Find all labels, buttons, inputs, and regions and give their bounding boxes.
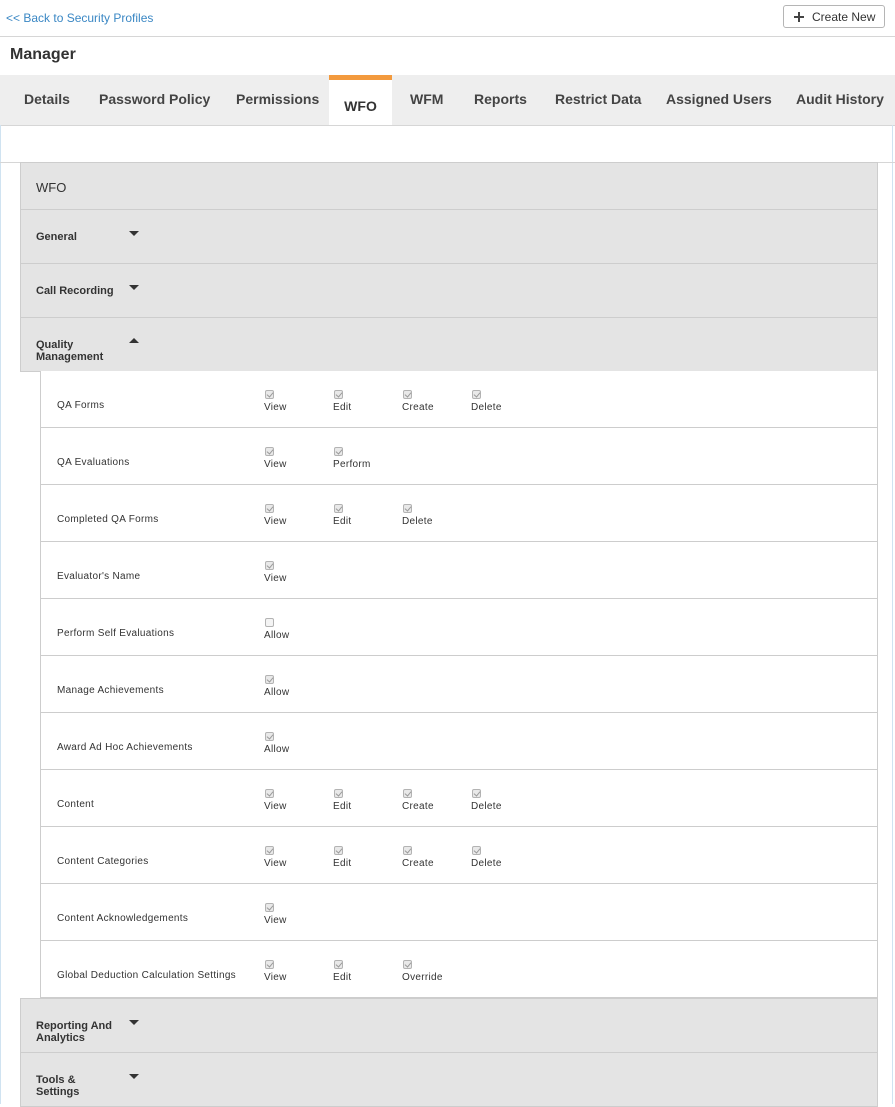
option-label: View bbox=[264, 459, 287, 470]
permission-label: Content Categories bbox=[57, 856, 149, 867]
create-new-label: Create New bbox=[812, 9, 876, 24]
option-label: Create bbox=[402, 858, 434, 869]
perform-checkbox[interactable] bbox=[334, 447, 343, 456]
wfo-panel-header bbox=[20, 162, 878, 210]
allow-checkbox[interactable] bbox=[265, 675, 274, 684]
option-label: View bbox=[264, 858, 287, 869]
permission-label: Global Deduction Calculation Settings bbox=[57, 970, 236, 981]
permission-row-qa-evaluations bbox=[41, 428, 877, 485]
option-label: Edit bbox=[333, 972, 352, 983]
allow-checkbox[interactable] bbox=[265, 732, 274, 741]
create-checkbox[interactable] bbox=[403, 846, 412, 855]
option-label: View bbox=[264, 801, 287, 812]
section-reporting-and-analytics[interactable] bbox=[20, 998, 878, 1053]
view-checkbox[interactable] bbox=[265, 561, 274, 570]
permission-label: Manage Achievements bbox=[57, 685, 164, 696]
edit-checkbox[interactable] bbox=[334, 390, 343, 399]
tab-wfm[interactable]: WFM bbox=[410, 91, 444, 107]
delete-checkbox[interactable] bbox=[472, 390, 481, 399]
tab-permissions[interactable]: Permissions bbox=[236, 91, 320, 107]
view-checkbox[interactable] bbox=[265, 903, 274, 912]
tab-bar bbox=[0, 75, 895, 125]
permission-row-evaluators-name bbox=[41, 542, 877, 599]
create-checkbox[interactable] bbox=[403, 789, 412, 798]
permission-label: Evaluator's Name bbox=[57, 571, 141, 582]
override-checkbox[interactable] bbox=[403, 960, 412, 969]
tab-reports[interactable]: Reports bbox=[474, 91, 527, 107]
permission-row-content bbox=[41, 770, 877, 827]
delete-checkbox[interactable] bbox=[472, 789, 481, 798]
permission-row-content-categories bbox=[41, 827, 877, 884]
permission-label: Content Acknowledgements bbox=[57, 913, 189, 924]
top-bar bbox=[0, 0, 895, 37]
option-label: Edit bbox=[333, 402, 352, 413]
option-label: Delete bbox=[471, 402, 502, 413]
section-general[interactable] bbox=[20, 209, 878, 264]
permission-row-award-ad-hoc-achievements bbox=[41, 713, 877, 770]
tab-assigned-users[interactable]: Assigned Users bbox=[666, 91, 772, 107]
section-label: Tools & Settings bbox=[36, 1074, 80, 1098]
permission-row-qa-forms bbox=[41, 371, 877, 428]
tab-restrict-data[interactable]: Restrict Data bbox=[555, 91, 642, 107]
tab-audit-history[interactable]: Audit History bbox=[796, 91, 884, 107]
section-label: Reporting And Analytics bbox=[36, 1020, 112, 1044]
create-new-button[interactable] bbox=[783, 5, 885, 28]
create-checkbox[interactable] bbox=[403, 390, 412, 399]
tab-password-policy[interactable]: Password Policy bbox=[99, 91, 211, 107]
chevron-down-icon[interactable] bbox=[129, 231, 139, 236]
option-label: Delete bbox=[402, 516, 433, 527]
chevron-up-icon[interactable] bbox=[129, 338, 139, 343]
chevron-down-icon[interactable] bbox=[129, 1020, 139, 1025]
option-label: View bbox=[264, 915, 287, 926]
section-call-recording[interactable] bbox=[20, 263, 878, 318]
tab-wfo[interactable]: WFO bbox=[329, 75, 392, 126]
allow-checkbox[interactable] bbox=[265, 618, 274, 627]
option-label: Allow bbox=[264, 630, 290, 641]
option-label: Edit bbox=[333, 516, 352, 527]
permission-row-global-deduction-calculation-settings bbox=[41, 941, 877, 998]
permission-row-completed-qa-forms bbox=[41, 485, 877, 542]
option-label: Create bbox=[402, 402, 434, 413]
option-label: View bbox=[264, 516, 287, 527]
delete-checkbox[interactable] bbox=[472, 846, 481, 855]
section-tools-and-settings[interactable] bbox=[20, 1052, 878, 1107]
option-label: View bbox=[264, 972, 287, 983]
option-label: Allow bbox=[264, 687, 290, 698]
view-checkbox[interactable] bbox=[265, 789, 274, 798]
permission-label: Perform Self Evaluations bbox=[57, 628, 175, 639]
chevron-down-icon[interactable] bbox=[129, 1074, 139, 1079]
section-label: General bbox=[36, 231, 77, 243]
tab-details[interactable]: Details bbox=[24, 91, 70, 107]
permission-label: Award Ad Hoc Achievements bbox=[57, 742, 193, 753]
option-label: Delete bbox=[471, 858, 502, 869]
option-label: Create bbox=[402, 801, 434, 812]
delete-checkbox[interactable] bbox=[403, 504, 412, 513]
section-quality-management[interactable] bbox=[20, 317, 878, 372]
edit-checkbox[interactable] bbox=[334, 960, 343, 969]
edit-checkbox[interactable] bbox=[334, 504, 343, 513]
plus-icon bbox=[794, 12, 804, 22]
permission-row-manage-achievements bbox=[41, 656, 877, 713]
section-label: Quality Management bbox=[36, 339, 104, 363]
option-label: Allow bbox=[264, 744, 290, 755]
option-label: View bbox=[264, 402, 287, 413]
permission-label: Completed QA Forms bbox=[57, 514, 159, 525]
quality-management-permissions bbox=[40, 371, 878, 998]
option-label: Override bbox=[402, 972, 443, 983]
permission-label: QA Forms bbox=[57, 400, 105, 411]
permission-row-perform-self-evaluations bbox=[41, 599, 877, 656]
permission-label: Content bbox=[57, 799, 95, 810]
option-label: Edit bbox=[333, 801, 352, 812]
edit-checkbox[interactable] bbox=[334, 789, 343, 798]
chevron-down-icon[interactable] bbox=[129, 285, 139, 290]
section-label: Call Recording bbox=[36, 285, 114, 297]
view-checkbox[interactable] bbox=[265, 846, 274, 855]
permission-label: QA Evaluations bbox=[57, 457, 130, 468]
page-title: Manager bbox=[10, 46, 76, 63]
edit-checkbox[interactable] bbox=[334, 846, 343, 855]
option-label: Perform bbox=[333, 459, 371, 470]
wfo-panel-title: WFO bbox=[36, 180, 67, 195]
view-checkbox[interactable] bbox=[265, 504, 274, 513]
option-label: Delete bbox=[471, 801, 502, 812]
view-checkbox[interactable] bbox=[265, 960, 274, 969]
back-to-security-profiles-link[interactable]: << Back to Security Profiles bbox=[6, 11, 154, 25]
view-checkbox[interactable] bbox=[265, 390, 274, 399]
option-label: Edit bbox=[333, 858, 352, 869]
permission-row-content-acknowledgements bbox=[41, 884, 877, 941]
option-label: View bbox=[264, 573, 287, 584]
view-checkbox[interactable] bbox=[265, 447, 274, 456]
